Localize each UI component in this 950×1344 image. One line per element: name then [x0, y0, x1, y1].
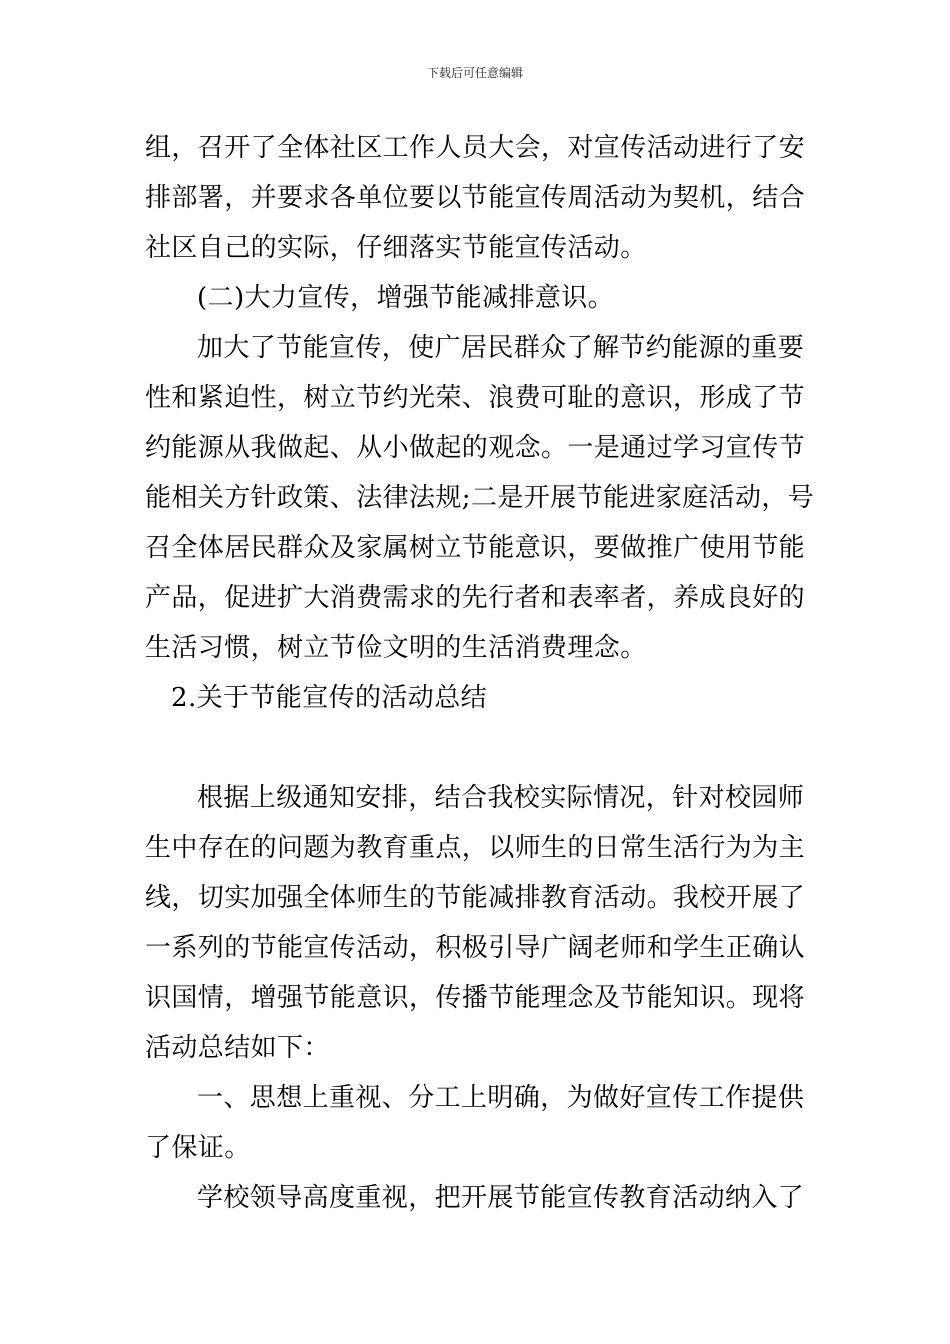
paragraph-line: 约能源从我做起、从小做起的观念。一是通过学习宣传节 [145, 433, 806, 463]
article-title: 2.关于节能宣传的活动总结 [171, 683, 488, 713]
paragraph-line: 性和紧迫性，树立节约光荣、浪费可耻的意识，形成了节 [145, 383, 806, 413]
paragraph-line: 召全体居民群众及家属树立节能意识，要做推广使用节能 [145, 533, 806, 563]
paragraph-line: 识国情，增强节能意识，传播节能理念及节能知识。现将 [145, 983, 806, 1013]
paragraph-line: 产品，促进扩大消费需求的先行者和表率者，养成良好的 [145, 583, 806, 613]
paragraph-line: 能相关方针政策、法律法规;二是开展节能进家庭活动，号 [145, 483, 815, 513]
page-header: 下载后可任意编辑 [426, 66, 523, 80]
paragraph-line: 了保证。 [145, 1133, 251, 1163]
paragraph-line: 一系列的节能宣传活动，积极引导广阔老师和学生正确认 [145, 933, 806, 963]
paragraph-line: 线，切实加强全体师生的节能减排教育活动。我校开展了 [145, 883, 806, 913]
paragraph-line: 组，召开了全体社区工作人员大会，对宣传活动进行了安 [145, 133, 806, 163]
paragraph-line: 生中存在的问题为教育重点，以师生的日常生活行为为主 [145, 833, 806, 863]
paragraph-line: 生活习惯，树立节俭文明的生活消费理念。 [145, 633, 647, 663]
paragraph-line: 社区自己的实际，仔细落实节能宣传活动。 [145, 233, 647, 263]
paragraph-line: 根据上级通知安排，结合我校实际情况，针对校园师 [197, 783, 805, 813]
section-heading: 一、思想上重视、分工上明确，为做好宣传工作提供 [197, 1083, 805, 1113]
paragraph-line: 活动总结如下： [145, 1033, 330, 1063]
section-heading: (二)大力宣传，增强节能减排意识。 [197, 283, 615, 313]
paragraph-line: 学校领导高度重视，把开展节能宣传教育活动纳入了 [197, 1183, 805, 1213]
paragraph-line: 加大了节能宣传，使广居民群众了解节约能源的重要 [197, 333, 805, 363]
paragraph-line: 排部署，并要求各单位要以节能宣传周活动为契机，结合 [145, 183, 806, 213]
